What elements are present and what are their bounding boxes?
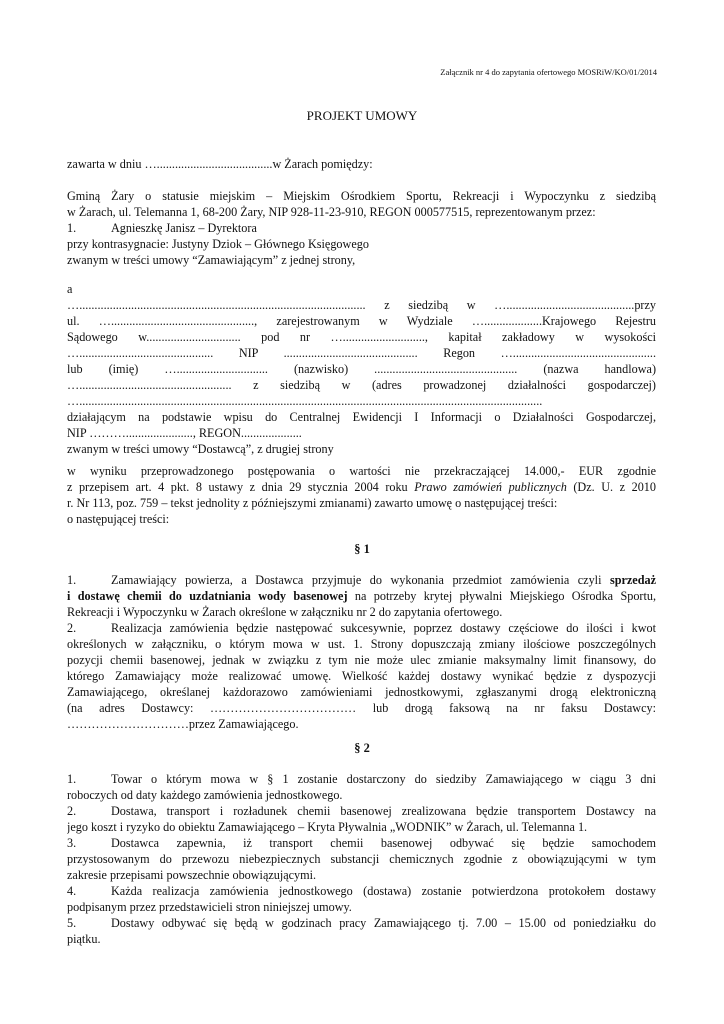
- party2-line: ….............................................................................................. z siedzibą w …..........................................przy: [67, 298, 656, 312]
- document-title: PROJEKT UMOWY: [306, 108, 418, 123]
- party1-representative: [67, 220, 656, 236]
- clause-line: piątku.: [67, 932, 101, 946]
- section-2-heading: § 2: [354, 741, 370, 755]
- clause-line: 2. Dostawa, transport i rozładunek chemii basenowej zrealizowana będzie transportem Dostawcy na: [67, 804, 656, 818]
- basis-line: w wyniku przeprowadzonego postępowania o wartości nie przekraczającej 14.000,- EUR zgodnie: [67, 464, 656, 478]
- party2-line: …............................................ NIP ............................................ Regon …...............................................: [67, 346, 656, 360]
- party2-line: Sądowego w............................... pod nr …..........................., kapitał zakładowy w wysokości: [67, 330, 656, 344]
- clause-number: 3.: [67, 836, 77, 850]
- party2-block: [67, 281, 656, 457]
- section-1-body: [67, 572, 656, 732]
- party1-line: zwanym w treści umowy “Zamawiającym” z jednej strony,: [67, 253, 356, 267]
- contract-date-line: [67, 156, 656, 172]
- party2-line: zwanym w treści umowy “Dostawcą”, z drugiej strony: [67, 442, 334, 456]
- legal-basis-block: [67, 463, 656, 527]
- list-number: 1.: [67, 221, 77, 235]
- clause-line: …………………………przez Zamawiającego.: [67, 717, 299, 731]
- clause-number: 2.: [67, 804, 77, 818]
- party1-block: [67, 188, 656, 268]
- clause-line: podpisanym przez przedstawicieli stron niniejszej umowy.: [67, 900, 352, 914]
- clause-line: (na adres Dostawcy: ……………………………… lub drogą faksową na nr faksu Dostawcy:: [67, 701, 656, 715]
- clause-line: 5. Dostawy odbywać się będą w godzinach pracy Zamawiającego tj. 7.00 – 15.00 od poniedziałku do: [67, 916, 656, 930]
- party2-line: lub (imię) ….............................. (nazwisko) ............................................... (nazwa handlowa): [67, 362, 656, 376]
- clause-number: 1.: [67, 772, 77, 786]
- party2-line: …........................................................................................................................................................: [67, 394, 543, 408]
- party2-line: działającym na podstawie wpisu do Centralnej Ewidencji I Informacji o Działalności Gospodarczej,: [67, 410, 656, 424]
- section-2-body: [67, 771, 656, 947]
- clause-line: i dostawę chemii do uzdatniania wody basenowej na potrzeby krytej pływalni Miejskiego Ośrodka Sportu,: [67, 589, 656, 603]
- clause-line: Zamawiającego, określanej każdorazowo zamówieniami jednostkowymi, zgłaszanymi drogą elektroniczną: [67, 685, 656, 699]
- party1-line: w Żarach, ul. Telemanna 1, 68-200 Żary, NIP 928-11-23-910, REGON 000577515, reprezentowanym przez:: [67, 205, 596, 219]
- clause-number: 1.: [67, 573, 77, 587]
- clause-line: pozycji chemii basenowej, jednak w związku z tym nie może ulec zmianie maksymalny limit finansowy, do: [67, 653, 656, 667]
- clause-line: 4. Każda realizacja zamówienia jednostkowego (dostawa) zostanie potwierdzona protokołem dostawy: [67, 884, 656, 898]
- basis-line: z przepisem art. 4 pkt. 8 ustawy z dnia 29 stycznia 2004 roku Prawo zamówień publicznych (Dz. U. z 2010: [67, 480, 656, 494]
- clause-line: roboczych od daty każdego zamówienia jednostkowego.: [67, 788, 343, 802]
- party2-line: ul. …..............................................., zarejestrowanym w Wydziale …...................Krajowego Rejestru: [67, 314, 656, 328]
- clause-line: 1. Towar o którym mowa w § 1 zostanie dostarczony do siedziby Zamawiającego w ciągu 3 dni: [67, 772, 656, 786]
- basis-line: r. Nr 113, poz. 759 – tekst jednolity z późniejszymi zmianami) zawarto umowę o następującej treści:: [67, 496, 558, 510]
- clause-line: Rekreacji i Wypoczynku w Żarach określone w załączniku nr 2 do zapytania ofertowego.: [67, 605, 503, 619]
- party2-line: ….................................................. z siedzibą w (adres prowadzonej działalności gospodarczej): [67, 378, 656, 392]
- section-1-heading: § 1: [354, 542, 370, 556]
- clause-number: 4.: [67, 884, 77, 898]
- clause-number: 5.: [67, 916, 77, 930]
- clause-line: 3. Dostawca zapewnia, iż transport chemii basenowej odbywać się będzie samochodem: [67, 836, 656, 850]
- party1-line: Gminą Żary o statusie miejskim – Miejskim Ośrodkiem Sportu, Rekreacji i Wypoczynku z siedzibą: [67, 189, 656, 203]
- clause-line: 2. Realizacja zamówienia będzie następować sukcesywnie, poprzez dostawy częściowe do ilości i kwot: [67, 621, 656, 635]
- attachment-reference: Załącznik nr 4 do zapytania ofertowego MOSRiW/KO/01/2014: [440, 67, 657, 77]
- party2-line: NIP ………......................, REGON....................: [67, 426, 302, 440]
- party1-line: przy kontrasygnacie: Justyny Dziok – Głównego Księgowego: [67, 237, 369, 251]
- clause-line: którego Zamawiający może realizować umowę. Wielkość każdej dostawy wynikać będzie z dyspozycji: [67, 669, 656, 683]
- basis-line: o następującej treści:: [67, 512, 170, 526]
- clause-line: jego koszt i ryzyko do obiektu Zamawiającego – Kryta Pływalnia „WODNIK” w Żarach, ul. Telemanna 1.: [67, 820, 588, 834]
- act-title: Prawo zamówień publicznych: [414, 480, 567, 494]
- representative-name: Agnieszkę Janisz – Dyrektora: [111, 221, 257, 235]
- conjunction-a: a: [67, 282, 73, 296]
- clause-number: 2.: [67, 621, 77, 635]
- clause-line: przystosowanym do przewozu niebezpiecznych substancji chemicznych zgodnie z obowiązującymi w tym: [67, 852, 656, 866]
- concluded-line: zawarta w dniu …......................................w Żarach pomiędzy:: [67, 157, 373, 171]
- clause-line: zakresie przepisami powszechnie obowiązującymi.: [67, 868, 317, 882]
- clause-line: 1. Zamawiający powierza, a Dostawca przyjmuje do wykonania przedmiot zamówienia czyli sprzedaż: [67, 573, 656, 587]
- clause-line: określonych w załączniku, o którym mowa w ust. 1. Strony dopuszczają zmiany ilościowe poszczególnych: [67, 637, 656, 651]
